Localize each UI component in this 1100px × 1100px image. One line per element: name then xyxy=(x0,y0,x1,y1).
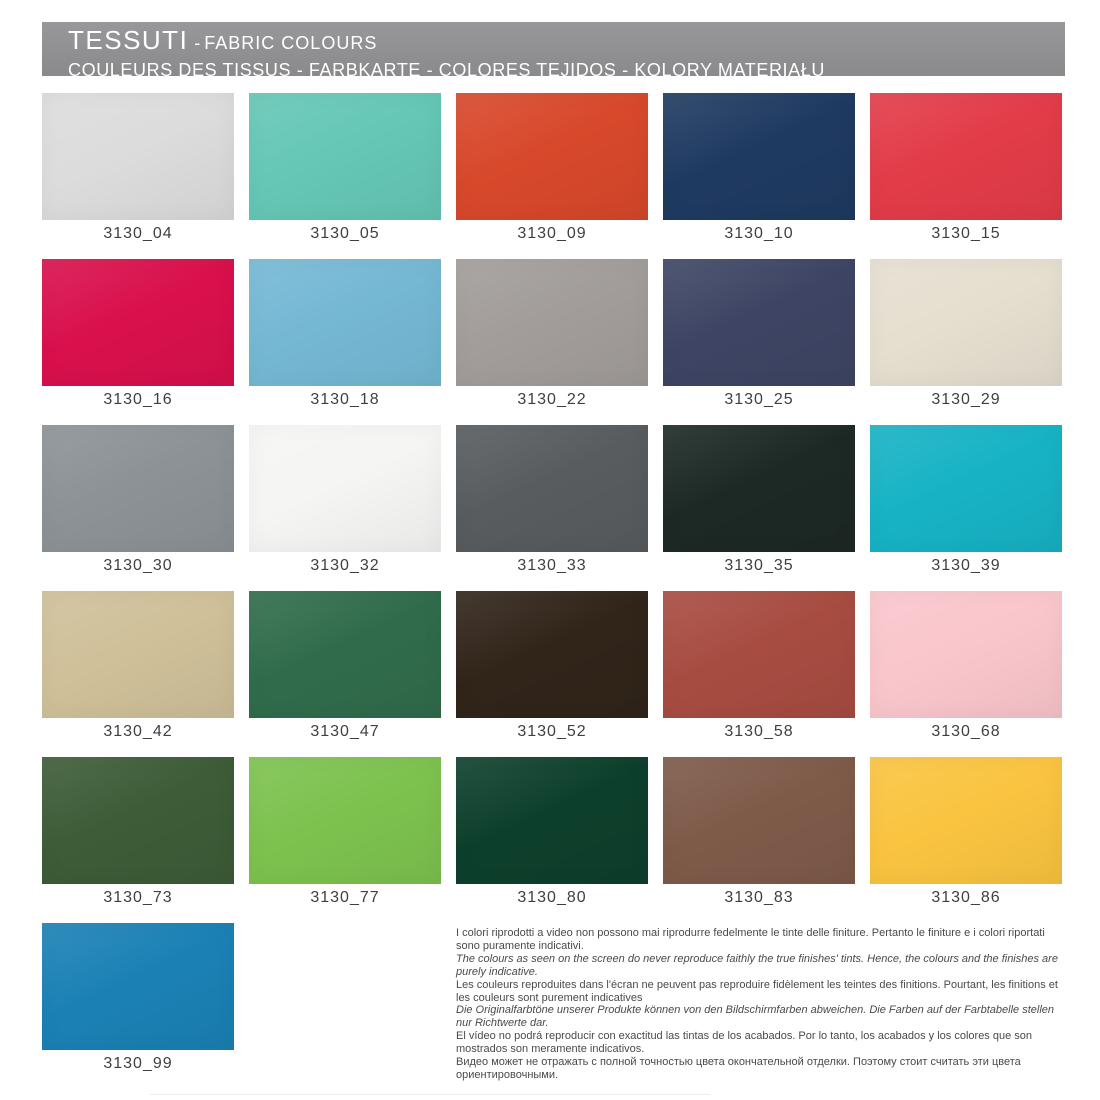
fabric-swatch-3130_05 xyxy=(249,93,441,220)
swatch-cell xyxy=(870,425,1062,575)
swatch-cell xyxy=(870,591,1062,741)
swatch-cell xyxy=(870,93,1062,243)
swatch-code-label: 3130_42 xyxy=(103,723,173,740)
bottom-divider xyxy=(150,1094,710,1095)
swatch-cell xyxy=(663,425,855,575)
page-title-english: FABRIC COLOURS xyxy=(204,33,378,53)
fabric-swatch-3130_80 xyxy=(456,757,648,884)
swatch-code-label: 3130_09 xyxy=(517,225,587,242)
fabric-swatch-3130_29 xyxy=(870,259,1062,386)
fabric-swatch-3130_77 xyxy=(249,757,441,884)
fabric-swatch-3130_09 xyxy=(456,93,648,220)
fabric-swatch-3130_73 xyxy=(42,757,234,884)
page-subtitle: COULEURS DES TISSUS - FARBKARTE - COLORES TEJIDOS - KOLORY MATERIAŁU xyxy=(68,60,825,80)
swatch-cell xyxy=(249,259,441,409)
swatch-code-label: 3130_22 xyxy=(517,391,587,408)
swatch-cell xyxy=(456,591,648,741)
fabric-swatch-3130_52 xyxy=(456,591,648,718)
fabric-swatch-3130_25 xyxy=(663,259,855,386)
swatch-cell xyxy=(249,757,441,907)
swatch-code-label: 3130_86 xyxy=(931,889,1001,906)
swatch-code-label: 3130_47 xyxy=(310,723,380,740)
page-title-line xyxy=(68,25,1065,60)
fabric-swatch-3130_58 xyxy=(663,591,855,718)
fabric-swatch-3130_33 xyxy=(456,425,648,552)
swatch-cell xyxy=(249,425,441,575)
page-title: TESSUTI xyxy=(68,25,189,55)
swatch-cell xyxy=(42,93,234,243)
swatch-code-label: 3130_99 xyxy=(103,1055,173,1072)
fabric-swatch-3130_47 xyxy=(249,591,441,718)
swatch-code-label: 3130_18 xyxy=(310,391,380,408)
fabric-swatch-3130_99 xyxy=(42,923,234,1050)
swatch-code-label: 3130_35 xyxy=(724,557,794,574)
disclaimer-es: El vídeo no podrá reproducir con exactitud las tintas de los acabados. Por lo tanto, los acabados y los colores que son mostrados son meramente indicativos. xyxy=(456,1030,1033,1056)
fabric-swatch-3130_42 xyxy=(42,591,234,718)
swatch-cell xyxy=(456,425,648,575)
swatch-code-label: 3130_25 xyxy=(724,391,794,408)
fabric-swatch-3130_39 xyxy=(870,425,1062,552)
swatch-code-label: 3130_32 xyxy=(310,557,380,574)
swatch-cell xyxy=(42,591,234,741)
swatch-code-label: 3130_68 xyxy=(931,723,1001,740)
swatch-cell xyxy=(42,259,234,409)
fabric-swatch-3130_18 xyxy=(249,259,441,386)
swatch-cell xyxy=(249,591,441,741)
disclaimer-it: I colori riprodotti a video non possono mai riprodurre fedelmente le tinte delle finiture. Pertanto le finiture e i colori riportati sono puramente indicativi. xyxy=(456,927,1045,952)
swatch-cell xyxy=(249,93,441,243)
swatch-code-label: 3130_39 xyxy=(931,557,1001,574)
swatch-cell xyxy=(456,757,648,907)
swatch-code-label: 3130_04 xyxy=(103,225,173,242)
swatch-code-label: 3130_80 xyxy=(517,889,587,906)
disclaimer-fr: Les couleurs reproduites dans l'écran ne peuvent pas reproduire fidèlement les teintes des finitions. Pourtant, les finitions et les couleurs sont purement indicatives xyxy=(456,978,1058,1004)
swatch-cell xyxy=(456,259,648,409)
swatch-code-label: 3130_15 xyxy=(931,225,1001,242)
title-separator: - xyxy=(194,33,201,53)
swatch-cell xyxy=(663,93,855,243)
fabric-swatch-3130_04 xyxy=(42,93,234,220)
fabric-swatch-3130_68 xyxy=(870,591,1062,718)
fabric-swatch-3130_15 xyxy=(870,93,1062,220)
fabric-swatch-3130_10 xyxy=(663,93,855,220)
swatch-cell xyxy=(663,591,855,741)
fabric-swatch-3130_22 xyxy=(456,259,648,386)
swatch-code-label: 3130_33 xyxy=(517,557,587,574)
disclaimer-block xyxy=(456,923,1062,1082)
swatch-code-label: 3130_83 xyxy=(724,889,794,906)
fabric-swatch-3130_83 xyxy=(663,757,855,884)
disclaimer-de: Die Originalfarbtöne unserer Produkte können von den Bildschirmfarben abweichen. Die Farben auf der Farbtabelle stellen nur Richtwerte dar. xyxy=(456,1004,1055,1030)
swatch-code-label: 3130_52 xyxy=(517,723,587,740)
header-bar xyxy=(42,22,1065,80)
fabric-swatch-3130_32 xyxy=(249,425,441,552)
swatch-code-label: 3130_77 xyxy=(310,889,380,906)
swatch-code-label: 3130_58 xyxy=(724,723,794,740)
fabric-swatch-3130_16 xyxy=(42,259,234,386)
swatch-code-label: 3130_05 xyxy=(310,225,380,242)
swatch-code-label: 3130_73 xyxy=(103,889,173,906)
swatch-cell xyxy=(42,425,234,575)
fabric-swatch-3130_30 xyxy=(42,425,234,552)
swatch-cell xyxy=(870,259,1062,409)
swatch-cell xyxy=(42,923,234,1082)
fabric-swatch-3130_86 xyxy=(870,757,1062,884)
disclaimer-ru: Видео может не отражать с полной точностью цвета окончательной отделки. Поэтому стоит считать эти цвета ориентировочными. xyxy=(456,1056,1021,1081)
swatch-cell xyxy=(42,757,234,907)
swatch-code-label: 3130_16 xyxy=(103,391,173,408)
fabric-swatch-3130_35 xyxy=(663,425,855,552)
swatch-cell xyxy=(870,757,1062,907)
swatch-code-label: 3130_10 xyxy=(724,225,794,242)
swatch-code-label: 3130_29 xyxy=(931,391,1001,408)
swatch-cell xyxy=(663,259,855,409)
disclaimer-en: The colours as seen on the screen do never reproduce faithly the true finishes' tints. Hence, the colours and the finishes are purely indicative. xyxy=(456,952,1058,978)
swatch-cell xyxy=(663,757,855,907)
swatch-grid xyxy=(42,93,1058,1082)
swatch-code-label: 3130_30 xyxy=(103,557,173,574)
swatch-cell xyxy=(456,93,648,243)
